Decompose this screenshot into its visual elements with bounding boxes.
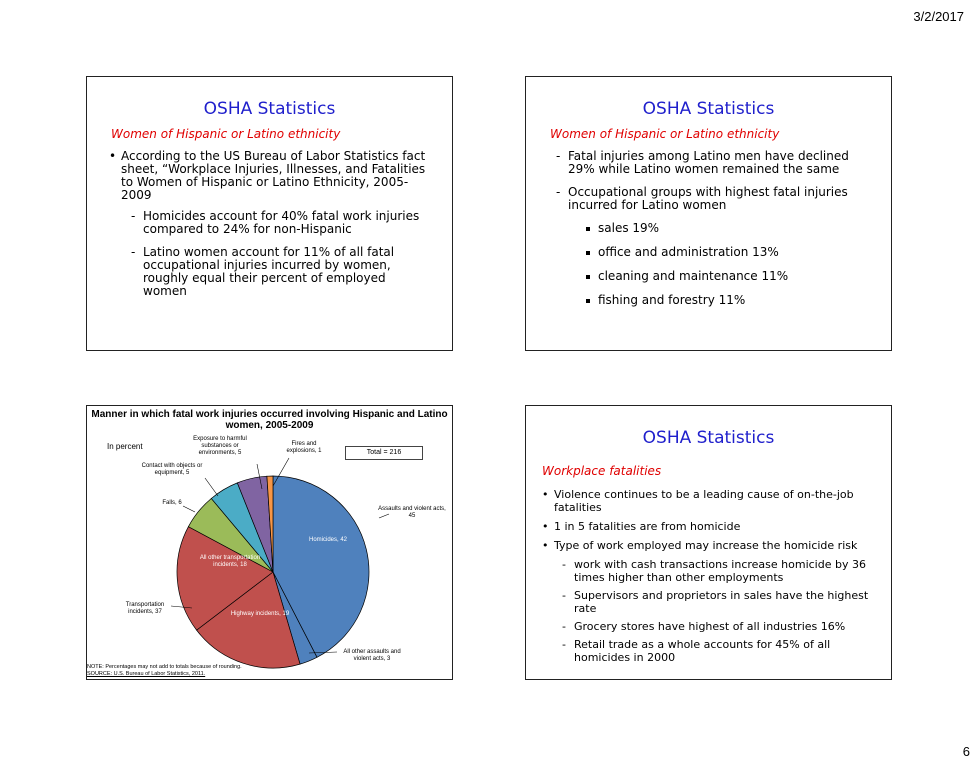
sub-bullet-item: - Retail trade as a whole accounts for 45% of all homicides in 2000: [574, 638, 879, 664]
slide-subtitle: Women of Hispanic or Latino ethnicity: [111, 127, 341, 141]
sub-bullet-list: [574, 558, 879, 664]
bullet-list: [121, 150, 436, 202]
bullet-item: • Type of work employed may increase the homicide risk: [554, 539, 879, 552]
label-fires: Fires and explosions, 1: [286, 441, 322, 454]
slide-title: OSHA Statistics: [642, 99, 775, 119]
occupation-group-item: sales 19%: [598, 222, 871, 235]
chart-title: Manner in which fatal work injuries occurred involving Hispanic and Latino women, 2005-2009: [91, 409, 448, 431]
sub-bullet-item: - Latino women account for 11% of all fatal occupational injuries incurred by women, roughly equal their percent of employed women: [143, 246, 432, 298]
bullet-item: • 1 in 5 fatalities are from homicide: [554, 520, 879, 533]
slide-title: OSHA Statistics: [203, 99, 336, 119]
sub-bullet-list: [568, 150, 871, 212]
occupation-group-item: cleaning and maintenance 11%: [598, 270, 871, 283]
chart-total-box: Total = 216: [345, 446, 423, 460]
slide-pie-chart: [86, 405, 453, 680]
label-exposure: Exposure to harmful substances or environments, 5: [193, 436, 247, 456]
label-highway: Highway incidents, 19: [230, 611, 290, 617]
occupation-group-item: office and administration 13%: [598, 246, 871, 259]
leader-line-contact: [205, 478, 218, 496]
slide-osha-statistics-3: [525, 405, 892, 680]
sub-bullet-item: - Supervisors and proprietors in sales have the highest rate: [574, 589, 879, 615]
bullet-item: • Violence continues to be a leading cause of on-the-job fatalities: [554, 488, 879, 514]
slide-subtitle: Women of Hispanic or Latino ethnicity: [550, 127, 780, 141]
label-transport: Transportation incidents, 37: [125, 602, 165, 615]
sub-bullet-item: - Grocery stores have highest of all industries 16%: [574, 620, 879, 633]
label-other-transport: All other transportation incidents, 18: [199, 555, 261, 568]
occupation-group-list: [598, 222, 871, 307]
sub-bullet-item: - Fatal injuries among Latino men have declined 29% while Latino women remained the same: [568, 150, 871, 176]
slide-date: 3/2/2017: [913, 9, 964, 24]
slide-title: OSHA Statistics: [642, 428, 775, 448]
slide-osha-statistics-2: [525, 76, 892, 351]
page-number: 6: [962, 744, 970, 759]
sub-bullet-item: - work with cash transactions increase homicide by 36 times higher than other employments: [574, 558, 879, 584]
label-falls: Falls, 6: [162, 500, 182, 506]
sub-bullet-list: [143, 210, 432, 298]
bullet-list: [554, 488, 879, 552]
occupation-group-item: fishing and forestry 11%: [598, 294, 871, 307]
label-other-assaults: All other assaults and violent acts, 3: [343, 649, 401, 662]
label-contact: Contact with objects or equipment, 5: [141, 463, 203, 476]
label-homicides: Homicides, 42: [308, 537, 347, 543]
pie-chart: [87, 406, 452, 679]
sub-bullet-item: - Occupational groups with highest fatal injuries incurred for Latino women: [568, 186, 871, 212]
chart-unit-label: In percent: [107, 442, 143, 451]
bullet-item: • According to the US Bureau of Labor Statistics fact sheet, “Workplace Injuries, Illnesses, and Fatalities to Women of Hispanic or Latino Ethnicity, 2005-2009: [121, 150, 436, 202]
chart-source: SOURCE: U.S. Bureau of Labor Statistics, 2011.: [87, 671, 206, 677]
chart-note: NOTE: Percentages may not add to totals because of rounding.: [87, 664, 242, 670]
sub-bullet-item: - Homicides account for 40% fatal work injuries compared to 24% for non-Hispanic: [143, 210, 432, 236]
slide-osha-statistics-1: [86, 76, 453, 351]
label-assaults: Assaults and violent acts, 45: [378, 506, 446, 519]
slide-subtitle: Workplace fatalities: [542, 464, 662, 478]
